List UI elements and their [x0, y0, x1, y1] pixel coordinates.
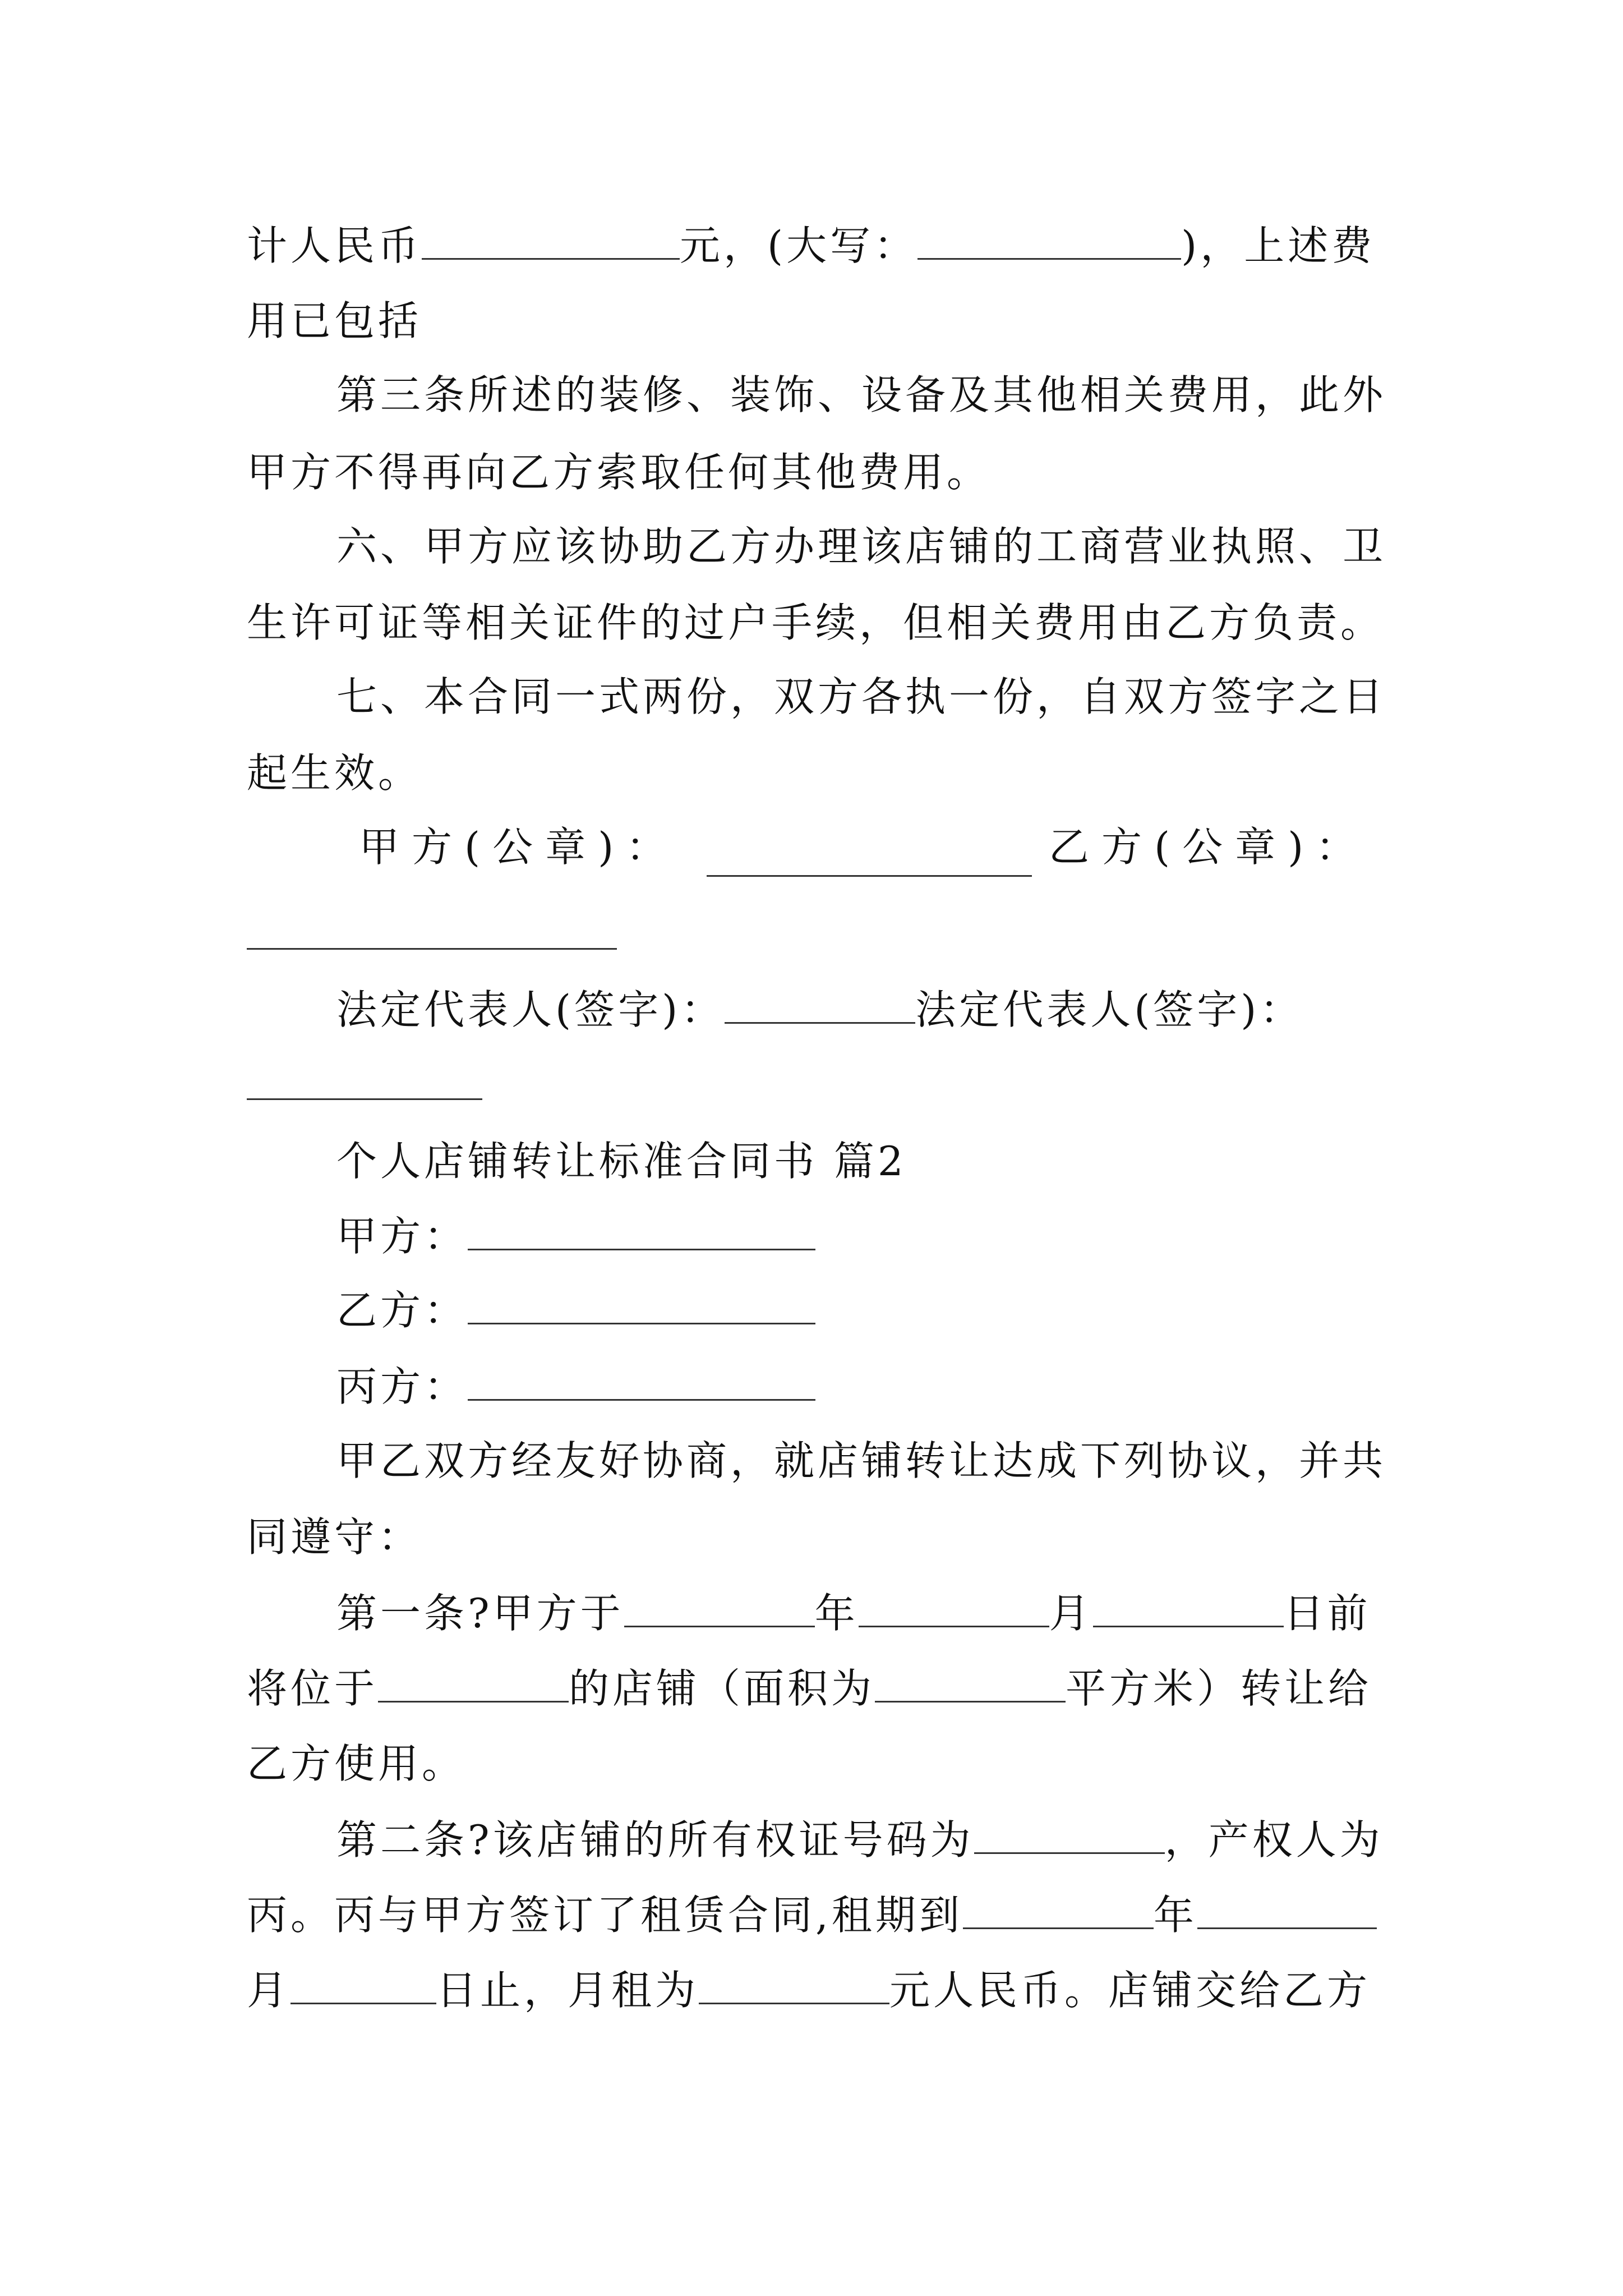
article-line — [247, 1660, 1372, 1717]
paragraph-line: 用已包括 — [247, 297, 422, 344]
text: 月 — [1049, 1590, 1093, 1637]
text: ，产权人为 — [1164, 1816, 1384, 1864]
party-line — [336, 1282, 815, 1338]
fill-blank[interactable] — [422, 221, 680, 260]
paragraph-line: 生许可证等相关证件的过户手续，但相关费用由乙方负责。 — [247, 599, 1385, 646]
text: 将位于 — [247, 1665, 379, 1712]
rep-b-label: 法定代表人(签字)： — [915, 986, 1304, 1033]
party-line — [336, 1208, 815, 1264]
day-blank[interactable] — [1093, 1589, 1284, 1627]
paragraph-line: 同遵守： — [247, 1513, 422, 1561]
text: 元人民币。店铺交给乙方 — [889, 1967, 1371, 2014]
party-a-label: 甲方： — [336, 1213, 468, 1260]
certificate-blank[interactable] — [974, 1815, 1165, 1854]
party-a-seal-blank[interactable] — [707, 875, 1032, 877]
text: 丙。丙与甲方签订了租赁合同,租期到 — [247, 1892, 963, 1939]
party-b-label: 乙方： — [336, 1287, 468, 1334]
paragraph-line: 起生效。 — [247, 749, 422, 797]
signature-line-rep — [336, 982, 1303, 1038]
lease-month-blank[interactable] — [1197, 1890, 1377, 1929]
article-line — [336, 1585, 1371, 1641]
article-line — [247, 1962, 1371, 2018]
party-b-blank[interactable] — [468, 1286, 815, 1324]
text: 第一条?甲方于 — [336, 1590, 624, 1637]
paragraph-line: 六、甲方应该协助乙方办理该店铺的工商营业执照、卫 — [336, 523, 1387, 570]
article-line — [336, 1812, 1384, 1868]
fill-blank[interactable] — [917, 221, 1181, 260]
text: 年 — [1153, 1892, 1197, 1939]
year-blank[interactable] — [624, 1589, 815, 1627]
party-c-label: 丙方： — [336, 1363, 468, 1410]
text: 日前 — [1283, 1590, 1371, 1637]
text: 的店铺（面积为 — [569, 1665, 875, 1712]
text: 第二条?该店铺的所有权证号码为 — [336, 1816, 974, 1864]
article-line — [247, 1887, 1377, 1943]
paragraph-line: 七、本合同一式两份，双方各执一份，自双方签字之日 — [336, 673, 1387, 720]
party-b-seal-blank[interactable] — [247, 948, 617, 950]
rep-a-label: 法定代表人(签字)： — [336, 986, 725, 1033]
location-blank[interactable] — [378, 1664, 569, 1703]
lease-day-blank[interactable] — [291, 1966, 436, 2004]
rep-b-blank[interactable] — [247, 1098, 482, 1100]
text: 月 — [247, 1967, 291, 2014]
signature-line-seal — [359, 819, 679, 875]
rent-blank[interactable] — [699, 1966, 889, 2004]
lease-year-blank[interactable] — [963, 1890, 1154, 1929]
paragraph-line: 甲方不得再向乙方索取任何其他费用。 — [247, 449, 991, 496]
section-title: 个人店铺转让标准合同书 篇2 — [336, 1138, 907, 1185]
article-line: 乙方使用。 — [247, 1740, 466, 1787]
text: 平方米）转让给 — [1066, 1665, 1372, 1712]
paragraph-line: 第三条所述的装修、装饰、设备及其他相关费用，此外 — [336, 371, 1387, 418]
text: 计人民币 — [247, 222, 422, 269]
party-c-blank[interactable] — [468, 1362, 815, 1401]
party-line — [336, 1359, 815, 1415]
rep-a-blank[interactable] — [725, 985, 915, 1024]
text: 元，(大写： — [680, 222, 918, 269]
signature-line-seal — [1049, 819, 1368, 875]
party-a-seal-label: 甲方(公章)： — [359, 823, 679, 871]
area-blank[interactable] — [875, 1664, 1066, 1703]
party-b-seal-label: 乙方(公章)： — [1049, 823, 1369, 871]
text: 日止，月租为 — [436, 1967, 699, 2014]
paragraph-line: 甲乙双方经友好协商，就店铺转让达成下列协议，并共 — [336, 1437, 1387, 1484]
paragraph-line — [247, 218, 1375, 274]
month-blank[interactable] — [859, 1589, 1049, 1627]
party-a-blank[interactable] — [468, 1212, 815, 1250]
text: 年 — [814, 1590, 859, 1637]
text: )，上述费 — [1181, 222, 1376, 269]
